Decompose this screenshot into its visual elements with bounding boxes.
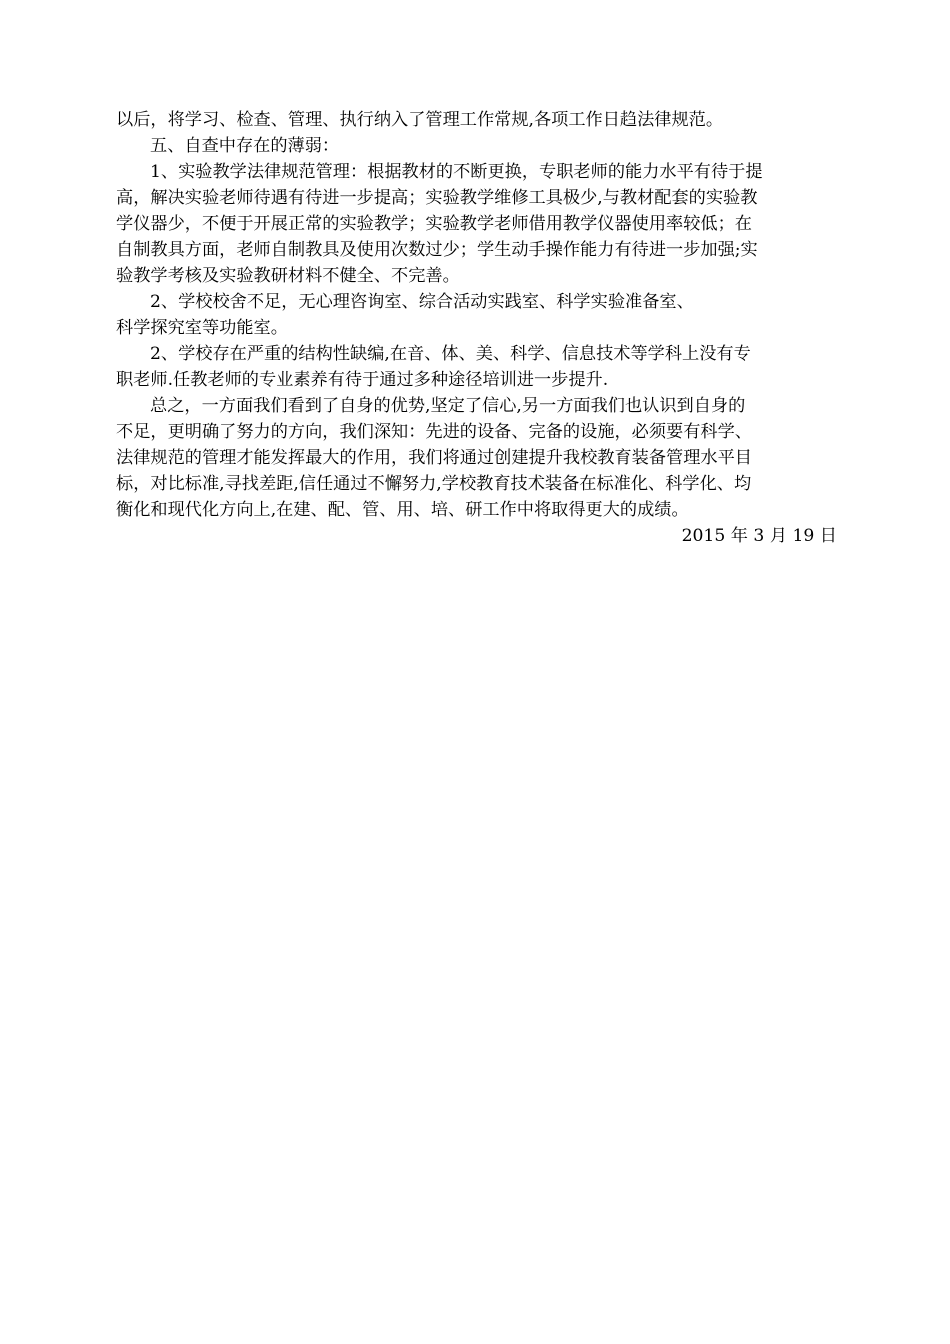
section-heading: 五、自查中存在的薄弱： <box>150 136 340 156</box>
paragraph-line: 科学探究室等功能室。 <box>116 318 288 338</box>
paragraph-line: 以后，将学习、检查、管理、执行纳入了管理工作常规,各项工作日趋法律规范。 <box>116 110 724 130</box>
paragraph-line: 2、学校校舍不足，无心理咨询室、综合活动实践室、科学实验准备室、 <box>150 292 694 312</box>
paragraph-line: 1、实验教学法律规范管理：根据教材的不断更换，专职老师的能力水平有待于提 <box>150 162 763 182</box>
paragraph-line: 标，对比标准,寻找差距,信任通过不懈努力,学校教育技术装备在标准化、科学化、均 <box>116 474 752 494</box>
paragraph-line: 不足，更明确了努力的方向，我们深知：先进的设备、完备的设施，必须要有科学、 <box>116 422 752 442</box>
document-date: 2015 年 3 月 19 日 <box>681 526 837 546</box>
paragraph-line: 学仪器少，不便于开展正常的实验教学；实验教学老师借用教学仪器使用率较低；在 <box>116 214 752 234</box>
paragraph-line: 职老师.任教老师的专业素养有待于通过多种途径培训进一步提升. <box>116 370 609 390</box>
paragraph-line: 法律规范的管理才能发挥最大的作用，我们将通过创建提升我校教育装备管理水平目 <box>116 448 752 468</box>
paragraph-line: 总之，一方面我们看到了自身的优势,坚定了信心,另一方面我们也认识到自身的 <box>150 396 746 416</box>
paragraph-line: 高，解决实验老师待遇有待进一步提高；实验教学维修工具极少,与教材配套的实验教 <box>116 188 758 208</box>
document-body <box>116 107 837 549</box>
paragraph-line: 2、学校存在严重的结构性缺编,在音、体、美、科学、信息技术等学科上没有专 <box>150 344 751 364</box>
paragraph-line: 验教学考核及实验教研材料不健全、不完善。 <box>116 266 460 286</box>
paragraph-line: 自制教具方面，老师自制教具及使用次数过少；学生动手操作能力有待进一步加强;实 <box>116 240 758 260</box>
paragraph-line: 衡化和现代化方向上,在建、配、管、用、培、研工作中将取得更大的成绩。 <box>116 500 689 520</box>
